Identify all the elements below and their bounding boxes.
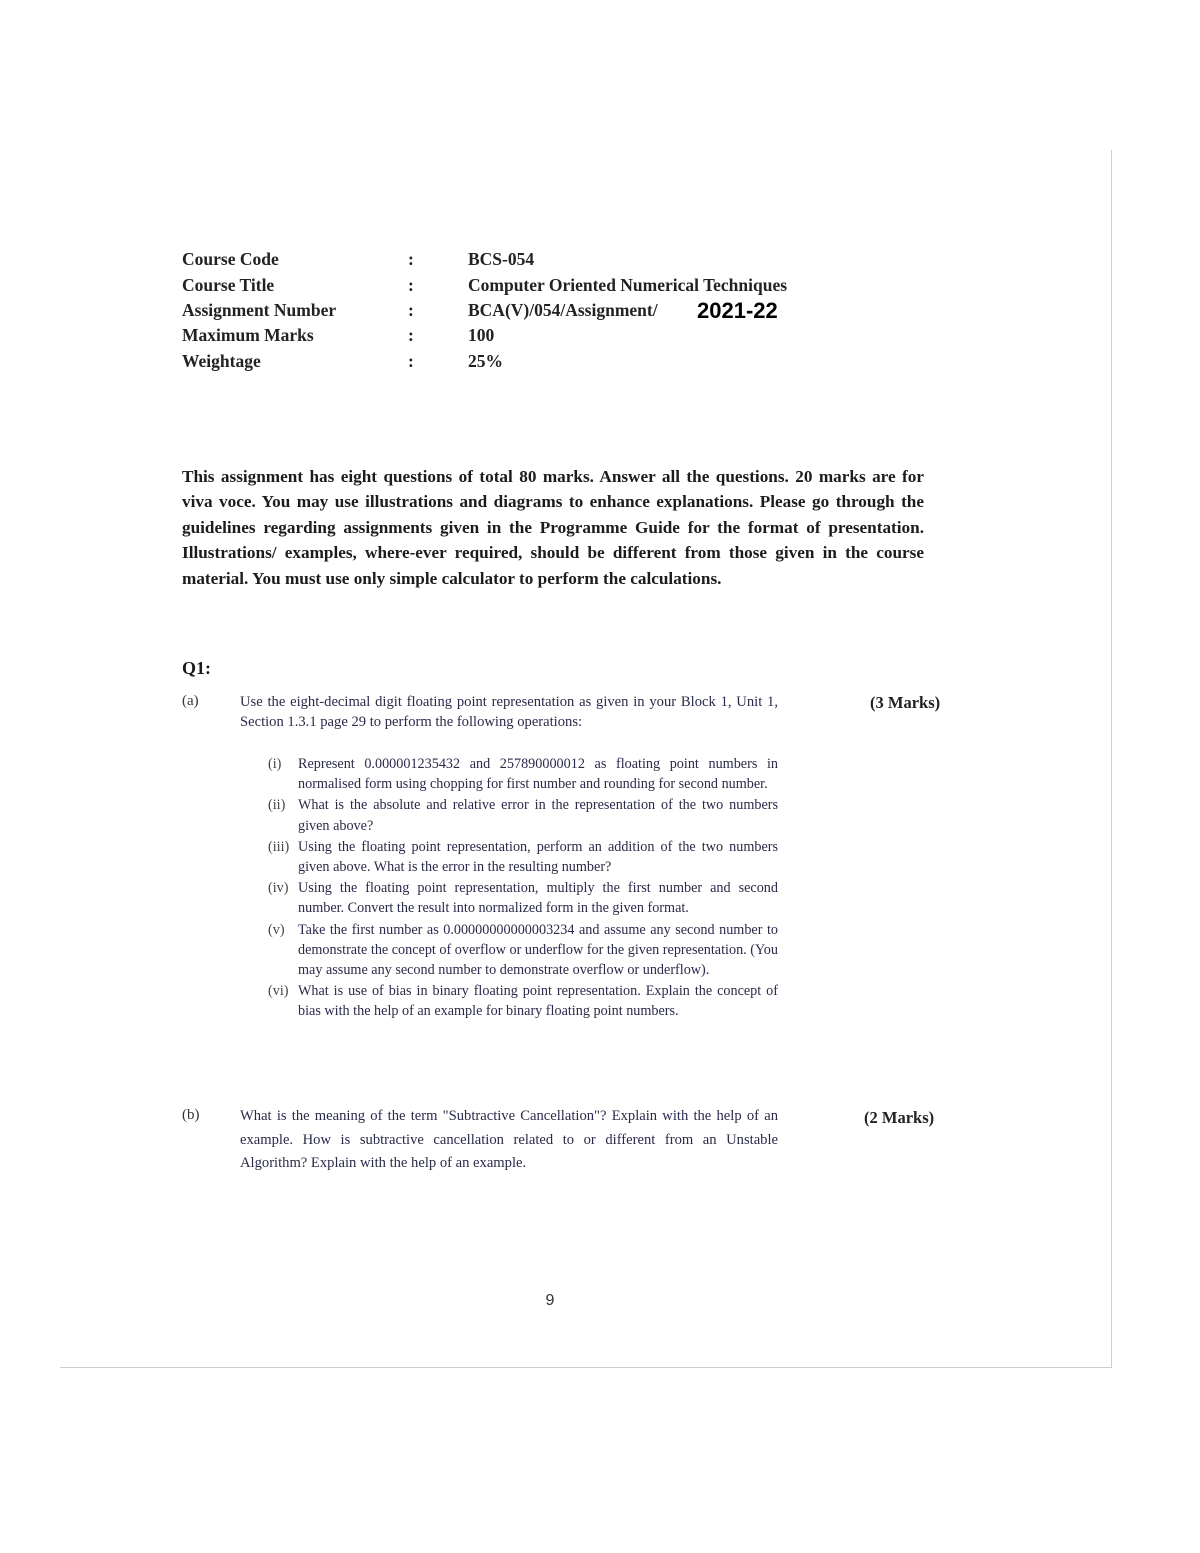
maximum-marks-label: Maximum Marks (182, 325, 314, 345)
part-a-text: Use the eight-decimal digit floating point representation as given in your Block 1, Unit 1, Section 1.3.1 page 29 to perform the following operations: (240, 694, 778, 731)
part-b-text: What is the meaning of the term "Subtractive Cancellation"? Explain with the help of an example. How is subtractive cancellation related to or different from an Unstable Algorithm? Explain with the help of an example. (240, 1108, 778, 1171)
subpart-text: What is use of bias in binary floating point representation. Explain the concept of bias with the help of an example for binary floating point numbers. (298, 983, 778, 1020)
maximum-marks-value: 100 (468, 325, 495, 345)
weightage-value: 25% (468, 351, 503, 371)
weightage-label: Weightage (182, 351, 261, 371)
subpart-number: (ii) (268, 797, 286, 814)
assignment-number-value: BCA(V)/054/Assignment/ (468, 300, 658, 320)
subpart-text: Take the first number as 0.00000000000003234 and assume any second number to demonstrate the concept of overflow or underflow for the given representation. (You may assume any second number to demonstrate overflow or underflow). (298, 921, 778, 979)
colon: : (408, 249, 414, 269)
part-a-letter: (a) (182, 693, 199, 709)
subpart-number: (v) (268, 921, 285, 938)
subpart-text: Represent 0.000001235432 and 257890000012 as floating point numbers in normalised form using chopping for first number and rounding for second number. (298, 756, 778, 793)
page-number: 9 (545, 1292, 555, 1309)
part-b-letter: (b) (182, 1107, 200, 1123)
course-title-label: Course Title (182, 275, 275, 295)
course-code-value: BCS-054 (468, 249, 535, 269)
colon: : (408, 325, 414, 345)
course-title-value: Computer Oriented Numerical Techniques (468, 275, 788, 295)
colon: : (408, 351, 414, 371)
page-border-right (1111, 150, 1112, 1368)
subpart-number: (iv) (268, 880, 289, 897)
colon: : (408, 275, 414, 295)
course-code-label: Course Code (182, 249, 279, 269)
part-b-marks: (2 Marks) (864, 1108, 935, 1127)
subpart-item (268, 878, 778, 918)
subpart-item (268, 981, 778, 1021)
page-border-bottom (60, 1367, 1112, 1368)
subpart-text: What is the absolute and relative error in the representation of the two numbers given above? (298, 797, 778, 834)
subpart-number: (vi) (268, 983, 289, 1000)
colon: : (408, 300, 414, 320)
subpart-item (268, 920, 778, 981)
assignment-number-label: Assignment Number (182, 300, 337, 320)
subpart-number: (i) (268, 756, 282, 772)
subpart-text: Using the floating point representation, perform an addition of the two numbers given above. What is the error in the resulting number? (298, 838, 778, 876)
subpart-text: Using the floating point representation, multiply the first number and second number. Convert the result into normalized form in the given format. (298, 880, 778, 917)
assignment-year: 2021-22 (697, 298, 778, 323)
subpart-number: (iii) (268, 838, 290, 855)
subpart-item (268, 754, 778, 794)
subpart-item (268, 837, 778, 877)
part-a-marks: (3 Marks) (870, 693, 941, 712)
question-heading: Q1: (182, 658, 211, 678)
instructions-paragraph: This assignment has eight questions of total 80 marks. Answer all the questions. 20 marks are for viva voce. You may use illustrations and diagrams to enhance explanations. Please go through the guidelines regarding assignments given in the Programme Guide for the format of presentation. Illustrations/ examples, where-ever required, should be different from those given in the course material. You must use only simple calculator to perform the calculations. (182, 467, 924, 588)
subpart-item (268, 795, 778, 835)
subparts-list (268, 754, 778, 1022)
